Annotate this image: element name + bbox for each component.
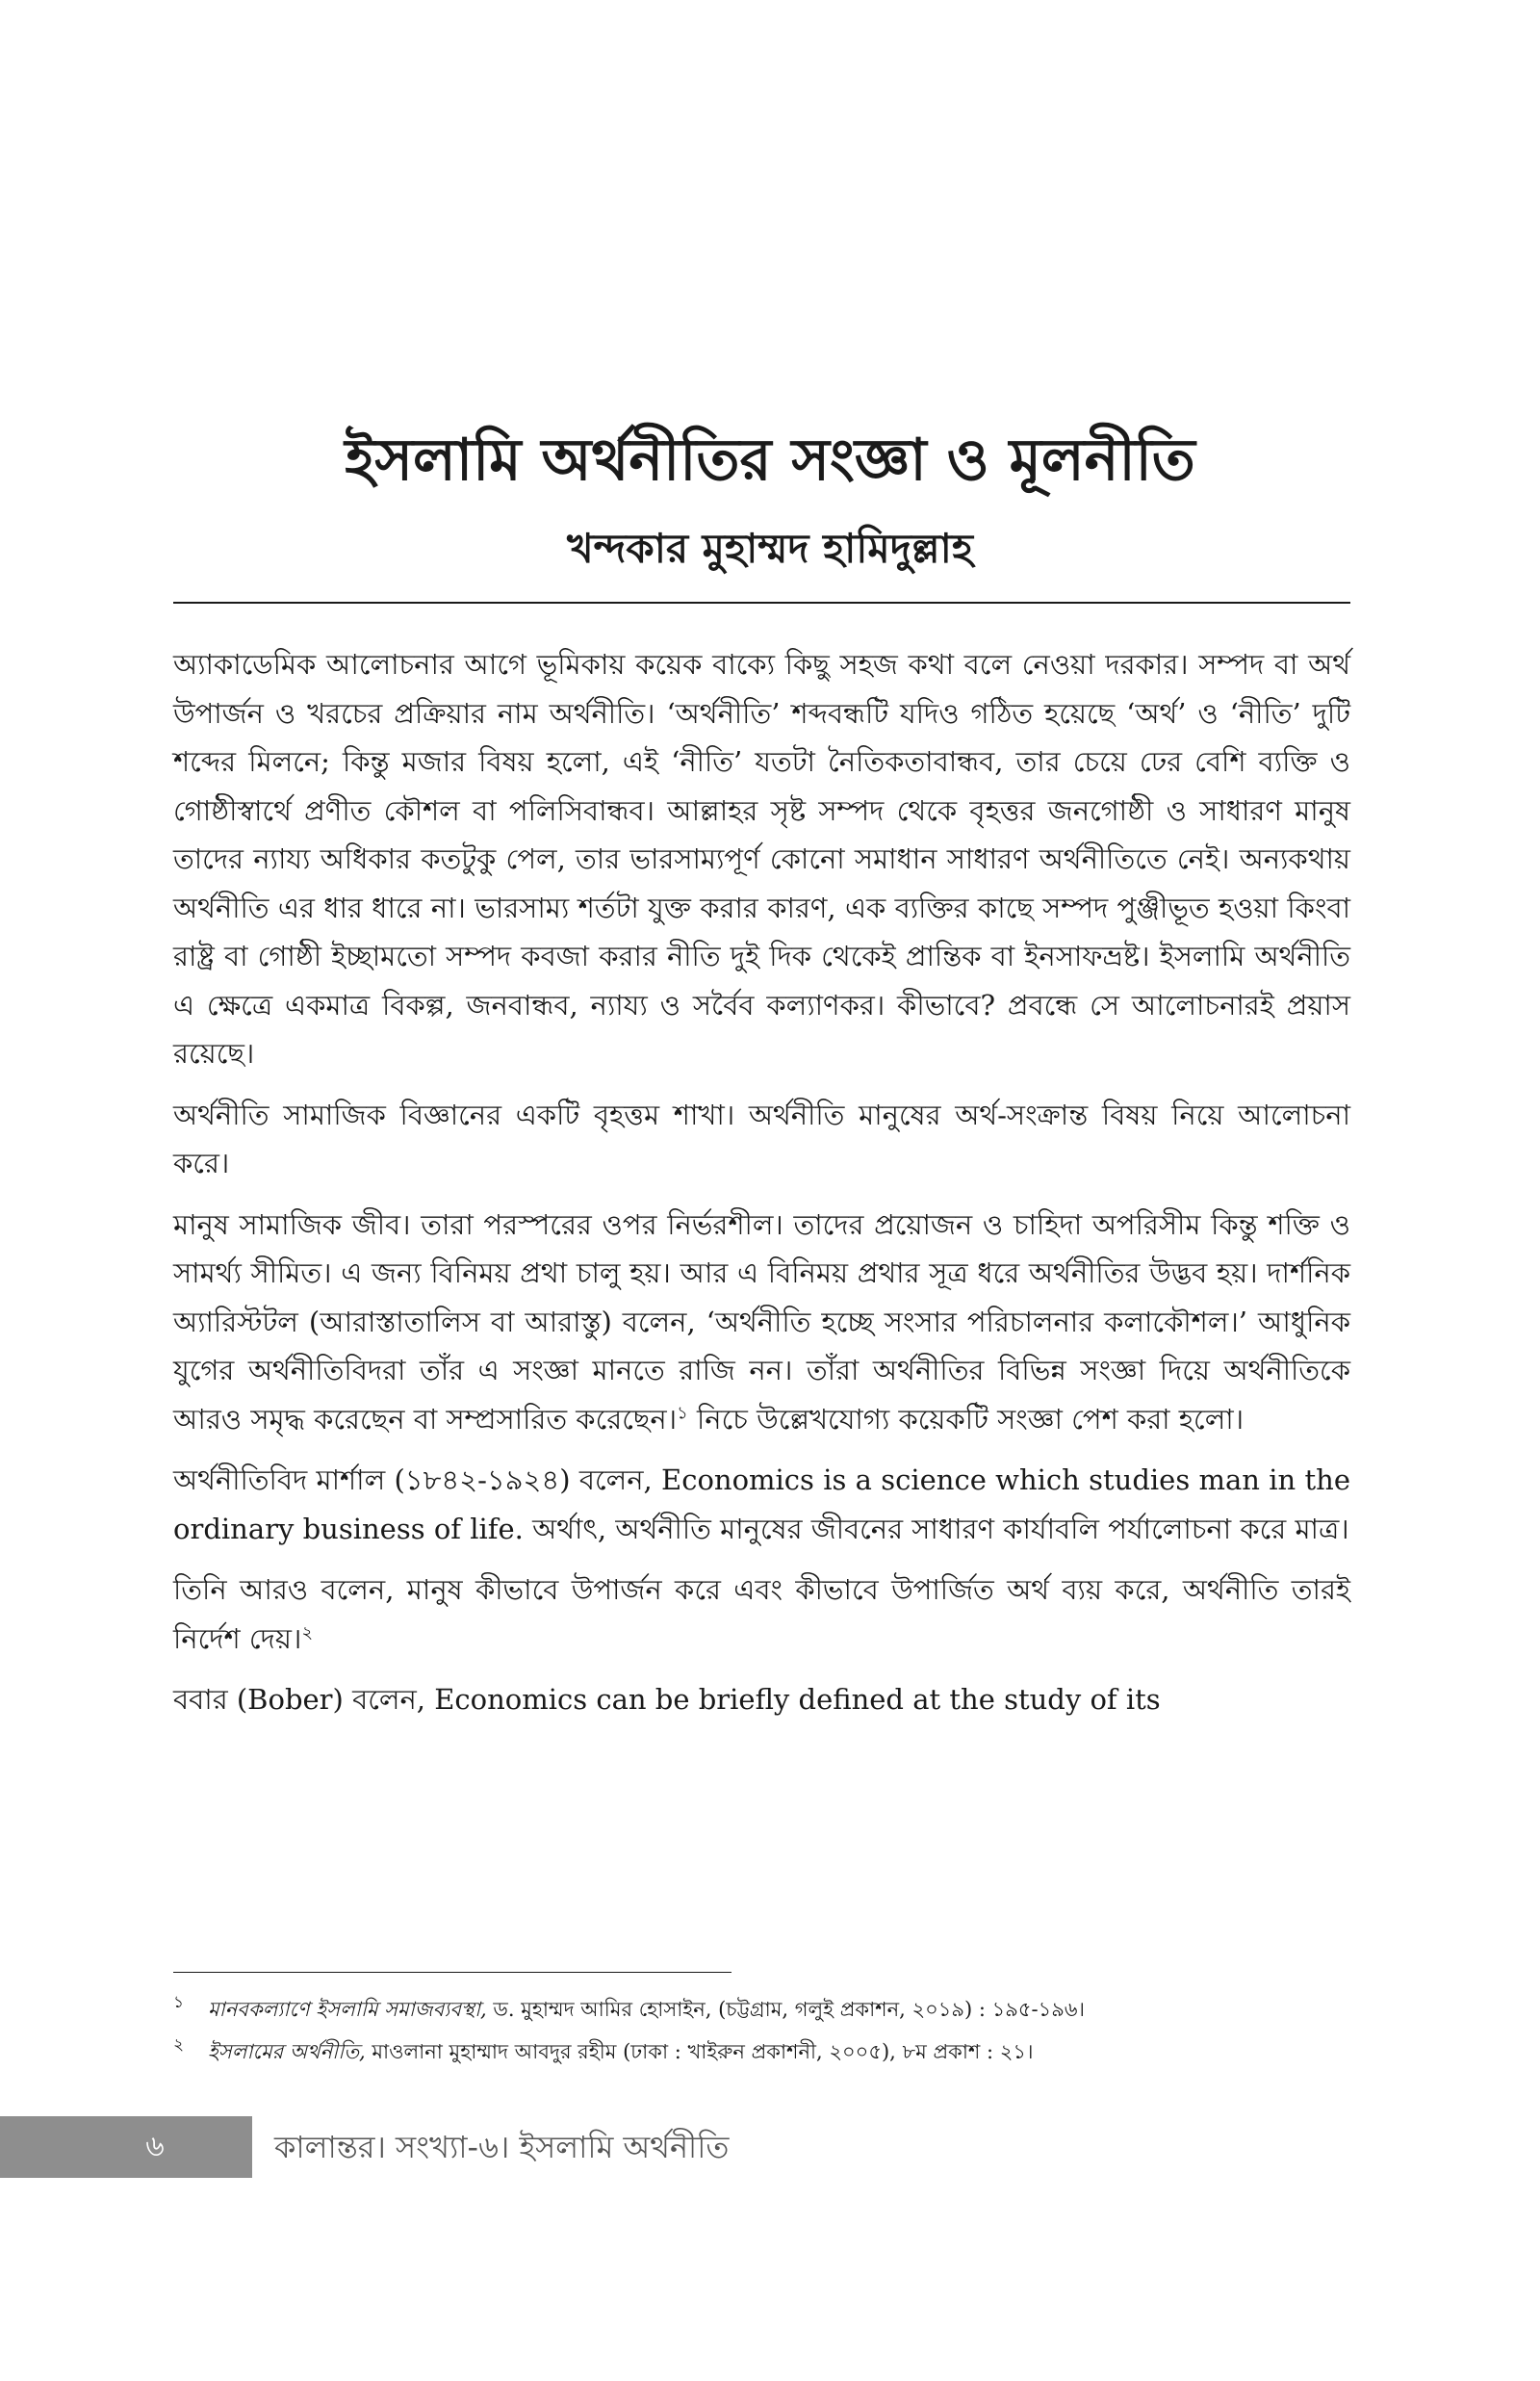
article-author: খন্দকার মুহাম্মদ হামিদুল্লাহ <box>567 525 973 572</box>
paragraph-intro: অ্যাকাডেমিক আলোচনার আগে ভূমিকায় কয়েক বাক্যে কিছু সহজ কথা বলে নেওয়া দরকার। সম্পদ বা অর্থ উপার্জন ও খরচের প্রক্রিয়ার নাম অর্থনীতি। ‘অর্থনীতি’ শব্দবন্ধটি যদিও গঠিত হয়েছে ‘অর্থ’ ও ‘নীতি’ দুটি শব্দের মিলনে; কিন্তু মজার বিষয় হলো, এই ‘নীতি’ যতটা নৈতিকতাবান্ধব, তার চেয়ে ঢের বেশি ব্যক্তি ও গোষ্ঠীস্বার্থে প্রণীত কৌশল বা পলিসিবান্ধব। আল্লাহর সৃষ্ট সম্পদ থেকে বৃহত্তর জনগোষ্ঠী ও সাধারণ মানুষ তাদের ন্যায্য অধিকার কতটুকু পেল, তার ভারসাম্যপূর্ণ কোনো সমাধান সাধারণ অর্থনীতিতে নেই। অন্যকথায় অর্থনীতি এর ধার ধারে না। ভারসাম্য শর্তটা যুক্ত করার কারণ, এক ব্যক্তির কাছে সম্পদ পুঞ্জীভূত হওয়া কিংবা রাষ্ট্র বা গোষ্ঠী ইচ্ছামতো সম্পদ কবজা করার নীতি দুই দিক থেকেই প্রান্তিক বা ইনসাফভ্রষ্ট। ইসলামি অর্থনীতি এ ক্ষেত্রে একমাত্র বিকল্প, জনবান্ধব, ন্যায্য ও সর্বৈব কল্যাণকর। কীভাবে? প্রবন্ধে সে আলোচনারই প্রয়াস রয়েছে। <box>173 648 1350 1070</box>
title-divider <box>173 602 1350 604</box>
footnotes <box>173 1988 1350 2073</box>
footnote-2-mark: ২ <box>173 2035 185 2055</box>
paragraph-social-being-tail: নিচে উল্লেখযোগ্য কয়েকটি সংজ্ঞা পেশ করা হলো। <box>687 1402 1245 1436</box>
page-number: ৬ <box>0 2116 252 2178</box>
footnote-ref-2[interactable]: ২ <box>301 1621 314 1643</box>
footnote-2 <box>173 2031 1350 2073</box>
paragraph-definition: অর্থনীতি সামাজিক বিজ্ঞানের একটি বৃহত্তম শাখা। অর্থনীতি মানুষের অর্থ-সংক্রান্ত বিষয় নিয়ে আলোচনা করে। <box>173 1098 1350 1179</box>
publication-title: কালান্তর। সংখ্যা-৬। ইসলামি অর্থনীতি <box>274 2129 730 2165</box>
footnote-ref-1[interactable]: ১ <box>677 1402 688 1423</box>
article-body <box>173 640 1350 1737</box>
page-footer <box>0 2116 1540 2178</box>
footnote-divider <box>173 1972 732 1973</box>
footnote-1-title: মানবকল্যাণে ইসলামি সমাজব্যবস্থা, <box>208 1998 487 2021</box>
paragraph-bober: ববার (Bober) বলেন, Economics can be briefly defined at the study of its <box>173 1683 1161 1716</box>
paragraph-marshall: অর্থনীতিবিদ মার্শাল (১৮৪২-১৯২৪) বলেন, Economics is a science which studies man in the ordinary business of life. অর্থাৎ, অর্থনীতি মানুষের জীবনের সাধারণ কার্যাবলি পর্যালোচনা করে মাত্র। <box>173 1463 1350 1545</box>
footnote-1-details: ড. মুহাম্মদ আমির হোসাইন, (চট্টগ্রাম, গলুই প্রকাশন, ২০১৯) : ১৯৫-১৯৬। <box>486 1998 1086 2021</box>
paragraph-earning <box>173 1566 1350 1663</box>
footnote-2-title: ইসলামের অর্থনীতি, <box>208 2040 366 2063</box>
paragraph-social-being-text: মানুষ সামাজিক জীব। তারা পরস্পরের ওপর নির্ভরশীল। তাদের প্রয়োজন ও চাহিদা অপরিসীম কিন্তু শক্তি ও সামর্থ্য সীমিত। এ জন্য বিনিময় প্রথা চালু হয়। আর এ বিনিময় প্রথার সূত্র ধরে অর্থনীতির উদ্ভব হয়। দার্শনিক অ্যারিস্টটল (আরাস্তাতালিস বা আরাস্তু) বলেন, ‘অর্থনীতি হচ্ছে সংসার পরিচালনার কলাকৌশল।’ আধুনিক যুগের অর্থনীতিবিদরা তাঁর এ সংজ্ঞা মানতে রাজি নন। তাঁরা অর্থনীতির বিভিন্ন সংজ্ঞা দিয়ে অর্থনীতিকে আরও সমৃদ্ধ করেছেন বা সম্প্রসারিত করেছেন। <box>173 1207 1350 1436</box>
footnote-1 <box>173 1988 1350 2031</box>
article-title: ইসলামি অর্থনীতির সংজ্ঞা ও মূলনীতি <box>345 427 1195 494</box>
paragraph-social-being <box>173 1201 1350 1444</box>
footnote-1-mark: ১ <box>173 1993 185 2012</box>
footnote-2-details: মাওলানা মুহাম্মাদ আবদুর রহীম (ঢাকা : খাইরুন প্রকাশনী, ২০০৫), ৮ম প্রকাশ : ২১। <box>365 2040 1034 2063</box>
paragraph-earning-text: তিনি আরও বলেন, মানুষ কীভাবে উপার্জন করে এবং কীভাবে উপার্জিত অর্থ ব্যয় করে, অর্থনীতি তারই নির্দেশ দেয়। <box>173 1573 1350 1655</box>
